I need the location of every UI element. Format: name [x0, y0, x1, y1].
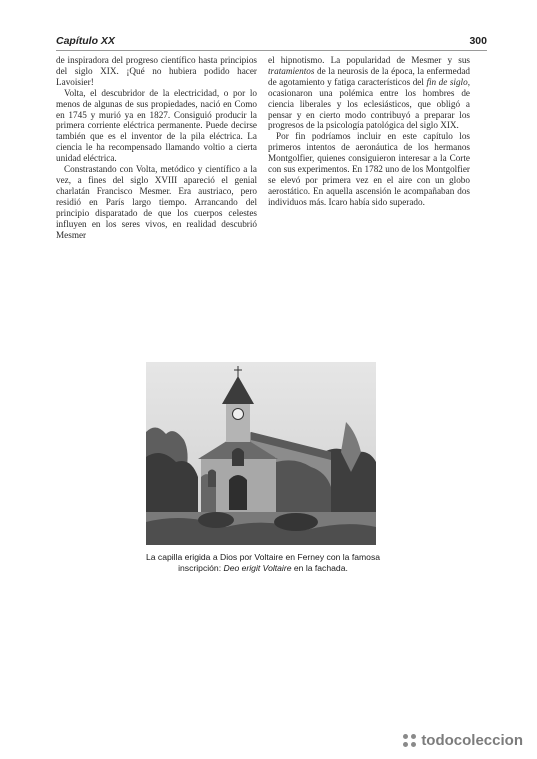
right-p1-italic-2: fin de siglo: [426, 76, 468, 87]
caption-text-1: La capilla erigida a Dios por Voltaire en Ferney con la famosa inscripción:: [145, 552, 381, 573]
left-paragraph-1: de inspiradora del progreso científico hasta principios del siglo XIX. ¡Qué no hubiera podido hacer Lavoisier!: [56, 55, 257, 87]
right-paragraph-1: [268, 55, 470, 131]
photo-caption: [140, 552, 386, 574]
right-paragraph-2: Por fin podríamos incluir en este capítulo los primeros intentos de aeronáutica de los hermanos Montgolfier, quienes consiguieron interesar a la Corte con sus experimentos. En 1782 uno de los Montgolfier se elevó por primera vez en el aire con un globo aerostático. En aquella ascensión le acompañaban dos individuos más. Icaro había sido superado.: [268, 131, 470, 207]
chapel-photograph: [146, 362, 376, 545]
right-column: [268, 55, 470, 208]
chapter-title: Capítulo XX: [56, 35, 115, 47]
caption-text-2: en la fachada.: [291, 563, 348, 573]
watermark: [403, 732, 523, 749]
right-p1-mid: de la neurosis de la época, la enfermedad de agotamiento y fatiga característicos del: [268, 65, 470, 87]
chapel-illustration: [146, 362, 376, 545]
watermark-logo-icon: [403, 734, 417, 748]
right-p1-italic-1: tratamientos: [268, 65, 315, 76]
left-paragraph-3: Constrastando con Volta, metódico y científico a la vez, a fines del siglo XVIII apareció el genial charlatán Francisco Mesmer. Era austriaco, pero residió en París largo tiempo. Arrancando del principio disparatado de que los cuerpos celestes influyen en los seres vivos, en realidad descubrió Mesmer: [56, 164, 257, 240]
left-paragraph-2: Volta, el descubridor de la electricidad, o por lo menos de algunas de sus propiedades, nació en Como en 1745 y murió ya en 1827. Consiguió producir la primera corriente eléctrica permanente. Puede decirse también que es el inventor de la pila eléctrica. La ciencia le ha recompensado llamando voltio a cierta unidad eléctrica.: [56, 87, 257, 164]
watermark-text: todocoleccion: [421, 732, 523, 749]
right-p1-end: , ocasionaron una polémica entre los hombres de ciencia liberales y los eclesiásticos, que obligó a pensar y en cierto modo contribuyó a preparar los progresos de la psicología patológica del siglo XIX.: [268, 76, 470, 131]
left-column: [56, 55, 257, 240]
caption-inscription: Deo erigit Voltaire: [223, 563, 292, 573]
page-header: [56, 36, 487, 51]
page-number: 300: [469, 35, 487, 47]
right-p1-start: el hipnotismo. La popularidad de Mesmer y sus: [268, 55, 470, 65]
